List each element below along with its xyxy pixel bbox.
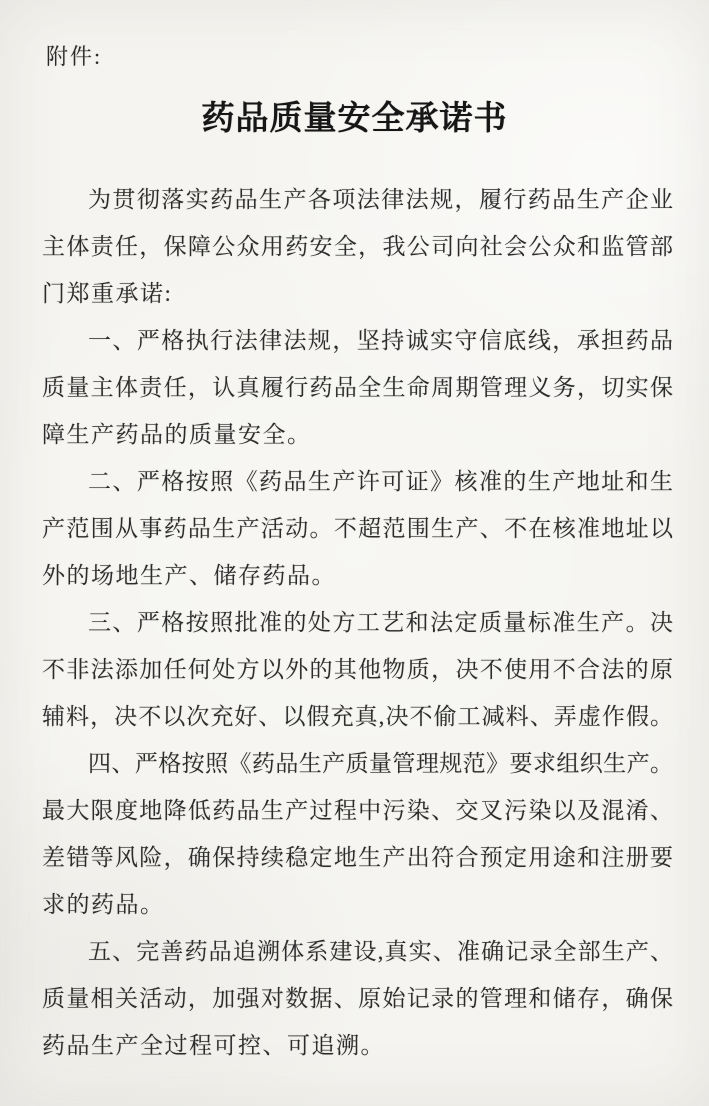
text-line: 五、完善药品追溯体系建设,真实、准确记录全部生产、 — [88, 939, 673, 964]
text-line: 外的场地生产、储存药品。 — [42, 563, 336, 588]
text-line: 质量相关活动，加强对数据、原始记录的管理和储存，确保 — [42, 986, 673, 1011]
text-line: 一、严格执行法律法规，坚持诚实守信底线，承担药品 — [88, 328, 673, 353]
paragraph-item-5 — [42, 928, 673, 1069]
text-line: 求的药品。 — [42, 892, 165, 917]
text-line: 门郑重承诺: — [42, 281, 173, 306]
text-line: 为贯彻落实药品生产各项法律法规，履行药品生产企业 — [88, 187, 673, 212]
text-line: 障生产药品的质量安全。 — [42, 422, 312, 447]
paragraph-item-2 — [42, 458, 673, 599]
document-title: 药品质量安全承诺书 — [201, 98, 508, 137]
text-line: 二、严格按照《药品生产许可证》核准的生产地址和生 — [88, 469, 673, 494]
paragraph-item-3 — [42, 599, 673, 740]
text-line: 四、严格按照《药品生产质量管理规范》要求组织生产。 — [88, 751, 673, 776]
text-line: 最大限度地降低药品生产过程中污染、交叉污染以及混淆、 — [42, 798, 673, 823]
attachment-label: 附件: — [46, 44, 103, 69]
text-line: 产范围从事药品生产活动。不超范围生产、不在核准地址以 — [42, 516, 673, 541]
text-line: 辅料，决不以次充好、以假充真,决不偷工减料、弄虚作假。 — [42, 704, 673, 729]
text-line: 主体责任，保障公众用药安全，我公司向社会公众和监管部 — [42, 234, 673, 259]
document-body — [42, 176, 673, 1069]
paragraph-item-4 — [42, 740, 673, 928]
text-line: 差错等风险，确保持续稳定地生产出符合预定用途和注册要 — [42, 845, 673, 870]
text-line: 药品生产全过程可控、可追溯。 — [42, 1033, 385, 1058]
text-line: 质量主体责任，认真履行药品全生命周期管理义务，切实保 — [42, 375, 673, 400]
paragraph-item-1 — [42, 317, 673, 458]
text-line: 不非法添加任何处方以外的其他物质，决不使用不合法的原 — [42, 657, 673, 682]
paragraph-intro — [42, 176, 673, 317]
text-line: 三、严格按照批准的处方工艺和法定质量标准生产。决 — [88, 610, 673, 635]
